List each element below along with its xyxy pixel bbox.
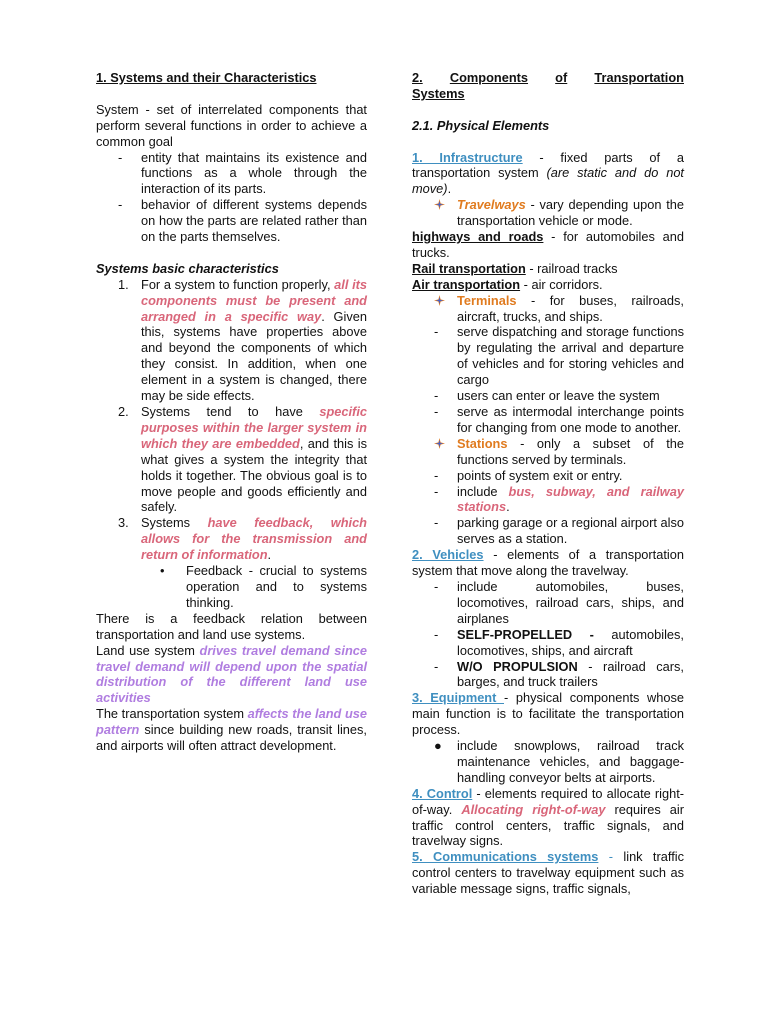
list-item: - include bus, subway, and railway stations. — [434, 483, 684, 515]
list-item: - behavior of different systems depends on how the parts are related rather than on the parts themselves. — [118, 197, 367, 245]
list-item: - include automobiles, buses, locomotives, railroad cars, ships, and airplanes — [434, 578, 684, 626]
list-item: • Feedback - crucial to systems operation and to systems thinking. — [160, 563, 367, 610]
list-item: 1. For a system to function properly, all its components must be present and arranged in a specific way. Given this, systems have properties above and beyond the components of which they consist. In addition, when one element in a system is changed, there may be side effects. — [118, 276, 367, 404]
list-item: - entity that maintains its existence and functions as a whole through the interaction of its parts. — [118, 149, 367, 197]
list-item: Terminals - for buses, railroads, aircraft, trucks, and ships. — [412, 293, 684, 325]
control-paragraph: 4. Control - elements required to allocate right-of-way. Allocating right-of-way requires air traffic control centers, traffic signals, and travelway signs. — [412, 785, 685, 849]
list-item: - users can enter or leave the system — [434, 388, 660, 404]
star-bullet-icon — [434, 199, 445, 210]
list-item: - serve as intermodal interchange points for changing from one mode to another. — [434, 404, 684, 435]
star-bullet-icon — [434, 295, 445, 306]
feedback-relation: There is a feedback relation between transportation and land use systems. — [96, 610, 367, 642]
communications-paragraph: 5. Communications systems - link traffic control centers to travelway equipment such as variable message signs, traffic signals, — [412, 849, 684, 897]
equipment-paragraph: 3. Equipment - physical components whose main function is to facilitate the transportation process. — [412, 690, 684, 738]
basic-characteristics-heading: Systems basic characteristics — [96, 260, 279, 276]
section-2-title: 2. Components of Transportation — [412, 70, 684, 85]
list-item: Stations - only a subset of the functions served by terminals. — [412, 436, 684, 468]
list-item: ● include snowplows, railroad track maintenance vehicles, and baggage-handling conveyor belts at airports. — [434, 738, 684, 785]
physical-elements-heading: 2.1. Physical Elements — [412, 117, 550, 133]
list-item: - SELF-PROPELLED - automobiles, locomotives, ships, and aircraft — [434, 626, 684, 658]
land-use-paragraph: Land use system drives travel demand since travel demand will depend upon the spatial distribution of the different land use activities — [96, 642, 367, 706]
list-item: - W/O PROPULSION - railroad cars, barges, and truck trailers — [434, 658, 684, 690]
star-bullet-icon — [434, 438, 445, 449]
left-column — [96, 70, 367, 754]
vehicles-paragraph: 2. Vehicles - elements of a transportation system that move along the travelway. — [412, 547, 684, 579]
transport-system-paragraph: The transportation system affects the land use pattern since building new roads, transit lines, and airports will often attract development. — [96, 706, 367, 754]
list-item: - points of system exit or entry. — [434, 467, 623, 483]
list-item: 2. Systems tend to have specific purposes within the larger system in which they are embedded, and this is what gives a system the integrity that holds it together. The obvious goal is to move people and goods efficiently and safely. — [118, 404, 367, 515]
section-1-title: 1. Systems and their Characteristics — [96, 70, 317, 85]
system-definition: System - set of interrelated components that perform several functions in order to achieve a common goal — [96, 101, 367, 149]
right-column: 2. Components of Transportation Systems 2.1. Physical Elements 1. Infrastructure - fixed parts of a transportation system (are static and do not move). Travelways - vary depending upon the transportation vehicle or mode. highways and roads - for automobiles and trucks. Rail transportation - railroad tracks Air transportation - air corridors. Terminals - for buses, railroads, aircraft, trucks, and ships. - serve dispatching and storage functions by regulating the arrival and departure of vehicles and for storing vehicles and cargo - users can enter or leave the system - serve as intermodal interchange points for changing from one mode to another. Stations - only a subset of the functions served by terminals. - points of system exit or entry. - include bus, subway, and railway stations. - parking garage or a regional airport also serves as a station. 2. Vehicles - elements of a transportation system that move along the travelway. - include automobiles, buses, locomotives, railroad cars, ships, and airplanes - SELF-PROPELLED - automobiles, locomotives, ships, and aircraft - W/O PROPULSION - railroad cars, barges, and truck trailers 3. Equipment - physical components whose main function is to facilitate the transportation process. ● include snowplows, railroad track maintenance vehicles, and baggage-handling conveyor belts at airports. 4. Control - elements required to allocate right-of-way. Allocating right-of-way requires air traffic control centers, traffic signals, and travelway signs. 5. Communications systems - link traffic control centers to travelway equipment such as variable message signs, traffic signals, — [412, 70, 685, 897]
list-item: Travelways - vary depending upon the transportation vehicle or mode. — [412, 197, 684, 229]
infrastructure-paragraph: 1. Infrastructure - fixed parts of a transportation system (are static and do not move). — [412, 149, 684, 197]
list-item: - parking garage or a regional airport also serves as a station. — [434, 515, 684, 547]
list-item: - serve dispatching and storage functions by regulating the arrival and departure of vehicles and for storing vehicles and cargo — [434, 324, 684, 388]
list-item: 3. Systems have feedback, which allows for the transmission and return of information. — [118, 515, 368, 563]
